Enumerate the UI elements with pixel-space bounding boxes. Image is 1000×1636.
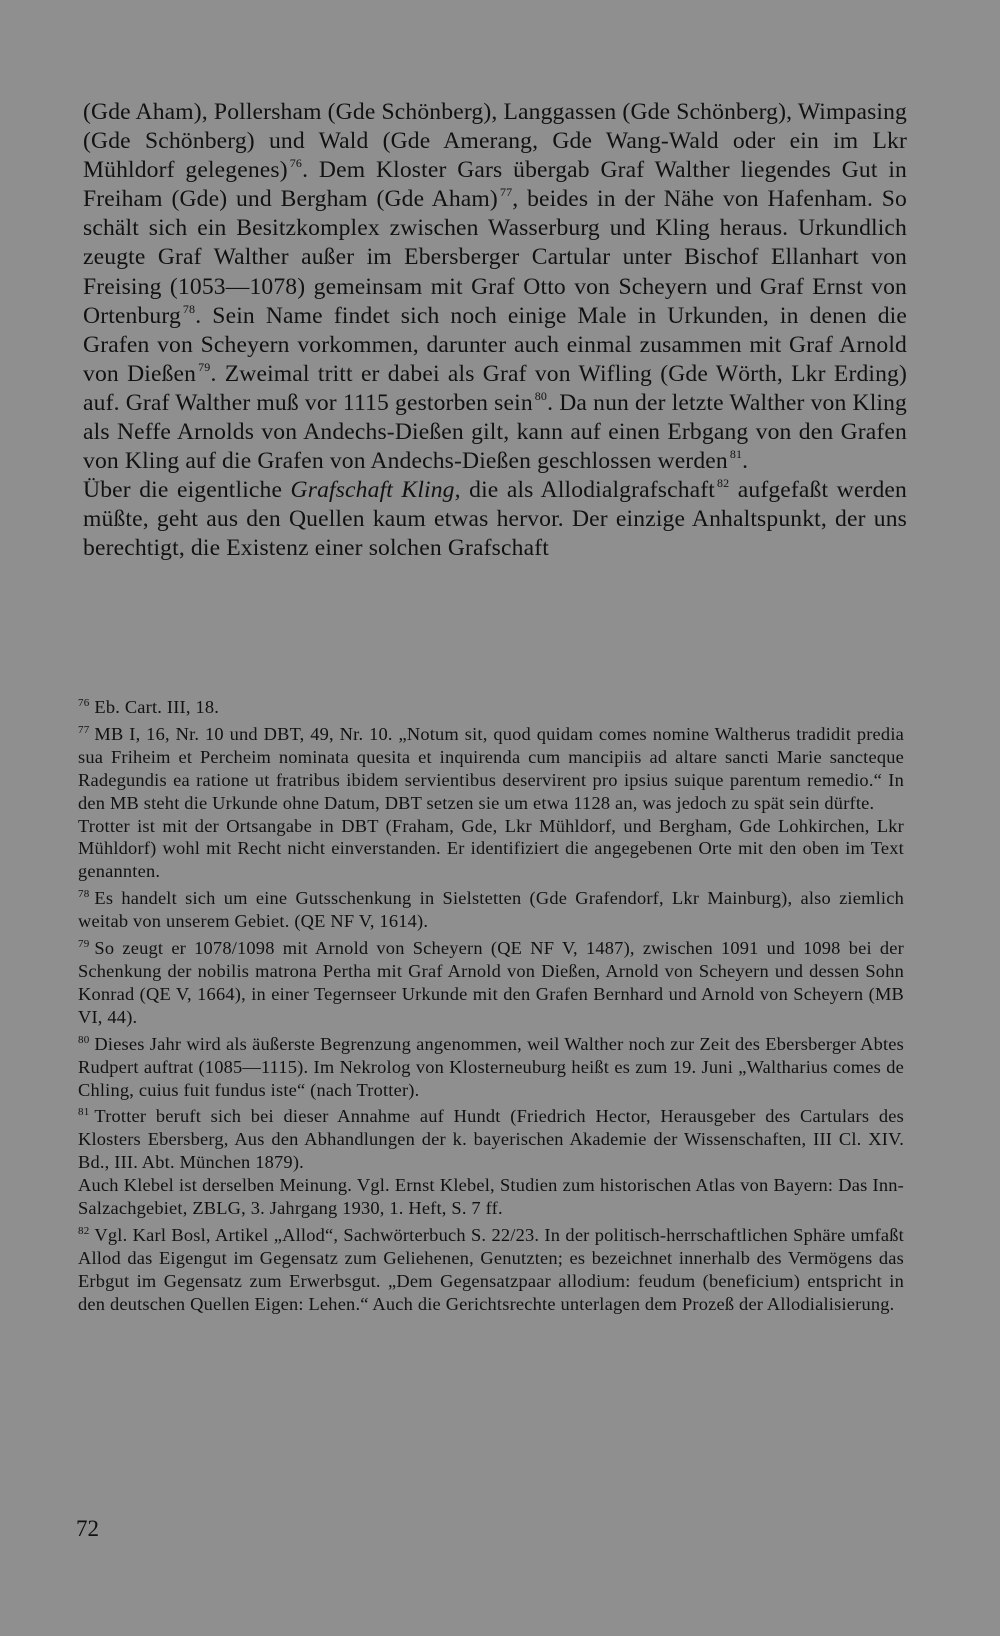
footnote-text: Dieses Jahr wird als äußerste Begrenzung angenommen, weil Walther noch zur Zeit des Ebersberger Abtes Rudpert auftrat (1085—1115). Im Nekrolog von Klosterneuburg heißt es zum 19. Juni „Waltharius comes de Chling, cuius fuit fundus iste“ (nach Trotter). <box>78 1033 904 1100</box>
text-run: die als Allodialgrafschaft <box>460 477 716 504</box>
text-run: . Sein Name findet sich noch einige Male in Urkunden, in denen die Grafen von Scheyern vorkommen, darunter auch einmal zusammen mit Graf Arnold von Dießen <box>83 302 907 387</box>
footnote-77-continued <box>78 815 904 884</box>
text-run: , beides in der Nähe von Hafenham. So schält sich ein Besitzkomplex zwischen Wasserburg und Kling heraus. Urkundlich zeugte Graf Walther außer im Ebersberger Cartular unter Bischof Ellanhart von Freising (1053—1078) gemeinsam mit Graf Otto von Scheyern und Graf Ernst von Ortenburg <box>83 186 908 329</box>
footnote-ref-77: 77 <box>499 185 513 200</box>
footnote-number: 78 <box>78 888 90 901</box>
footnote-number: 77 <box>78 723 90 736</box>
text-run: . Dem Kloster Gars übergab Graf Walther liegendes Gut in Freiham (Gde) und Bergham (Gde Aham) <box>83 157 907 213</box>
footnote-81 <box>78 1101 904 1174</box>
footnote-79 <box>78 933 904 1029</box>
footnote-ref-79: 79 <box>198 359 211 374</box>
text-run: (Gde Aham), Pollersham (Gde Schönberg), Langgassen (Gde Schönberg), Wimpasing (Gde Schönberg) und Wald (Gde Amerang, Gde Wang-Wald oder ein im Lkr Mühldorf gelegenes) <box>83 99 907 184</box>
footnote-number: 76 <box>78 697 90 709</box>
text-run: Über die eigentliche <box>83 477 291 504</box>
footnote-number: 82 <box>78 1224 90 1237</box>
footnote-ref-76: 76 <box>289 156 303 171</box>
footnote-ref-78: 78 <box>182 301 196 316</box>
footnote-number: 79 <box>78 938 90 951</box>
footnote-77 <box>78 719 904 815</box>
footnote-number: 81 <box>78 1106 90 1119</box>
paragraph-2 <box>83 476 907 563</box>
footnote-text: Eb. Cart. III, 18. <box>94 697 220 717</box>
footnote-82 <box>78 1220 904 1316</box>
paragraph-1 <box>83 98 907 476</box>
footnote-ref-82: 82 <box>717 476 730 491</box>
footnote-text: Vgl. Karl Bosl, Artikel „Allod“, Sachwörterbuch S. 22/23. In der politisch-herrschaftlichen Sphäre umfaßt Allod das Eigengut im Gegensatz zum Geliehenen, Genutzten; es bezeichnet innerhalb des Vermögens das Erbgut im Gegensatz zum Erwerbsgut. „Dem Gegensatzpaar allodium: feudum (beneficium) entspricht in den deutschen Quellen Eigen: Lehen.“ Auch die Gerichtsrechte unterlagen dem Prozeß der Allodialisierung. <box>78 1224 904 1314</box>
text-run: . Zweimal tritt er dabei als Graf von Wifling (Gde Wörth, Lkr Erding) auf. Graf Walther muß vor 1115 gestorben sein <box>83 360 908 416</box>
text-run: . Da nun der letzte Walther von Kling als Neffe Arnolds von Andechs-Dießen gilt, kann auf einen Erbgang von den Grafen von Kling auf die Grafen von Andechs-Dießen geschlossen werden <box>83 389 907 475</box>
page-number: 72 <box>76 1516 99 1541</box>
footnote-ref-80: 80 <box>534 388 548 403</box>
footnote-text: MB I, 16, Nr. 10 und DBT, 49, Nr. 10. „Notum sit, quod quidam comes nomine Waltherus tradidit predia sua Friheim et Percheim nominata quesita et inquirenda cum mancipiis ad altare sancti Marie sancteque Radegundis ea ratione ut fratribus ibidem servientibus deservirent pro ipsius suique parentum remedio.“ In den MB steht die Urkunde ohne Datum, DBT setzen sie um etwa 1128 an, was jedoch zu spät sein dürfte. <box>78 723 904 813</box>
footnote-text: Es handelt sich um eine Gutsschenkung in Sielstetten (Gde Grafendorf, Lkr Mainburg), also ziemlich weitab von unserem Gebiet. (QE NF V, 1614). <box>78 888 904 932</box>
emphasis-grafschaft-kling: Grafschaft Kling, <box>290 477 461 504</box>
footnote-ref-81: 81 <box>729 447 743 462</box>
footnote-80 <box>78 1029 904 1102</box>
footnote-number: 80 <box>78 1033 90 1046</box>
footnote-text: Auch Klebel ist derselben Meinung. Vgl. Ernst Klebel, Studien zum historischen Atlas von Bayern: Das Inn-Salzachgebiet, ZBLG, 3. Jahrgang 1930, 1. Heft, S. 7 ff. <box>78 1175 904 1219</box>
footnote-text: So zeugt er 1078/1098 mit Arnold von Scheyern (QE NF V, 1487), zwischen 1091 und 1098 bei der Schenkung der nobilis matrona Pertha mit Graf Arnold von Dießen, Arnold von Scheyern und dessen Sohn Konrad (QE V, 1664), in einer Tegernseer Urkunde mit den Grafen Bernhard und Arnold von Scheyern (MB VI, 44). <box>78 938 904 1027</box>
text-run: . <box>742 448 749 475</box>
footnote-78 <box>78 883 904 933</box>
footnotes <box>78 692 904 1316</box>
footnote-81-continued <box>78 1174 904 1220</box>
main-text <box>83 98 907 564</box>
text-run: aufgefaßt werden müßte, geht aus den Quellen kaum etwas hervor. Der einzige Anhaltspunkt, der uns berechtigt, die Existenz einer solchen Grafschaft <box>83 477 907 562</box>
footnote-text: Trotter beruft sich bei dieser Annahme auf Hundt (Friedrich Hector, Herausgeber des Cartulars des Klosters Ebersberg, Aus den Abhandlungen der k. bayerischen Akademie der Wissenschaften, III Cl. XIV. Bd., III. Abt. München 1879). <box>78 1106 904 1173</box>
footnote-76 <box>78 692 904 719</box>
footnote-text: Trotter ist mit der Ortsangabe in DBT (Fraham, Gde, Lkr Mühldorf, und Bergham, Gde Lohkirchen, Lkr Mühldorf) wohl mit Recht nicht einverstanden. Er identifiziert die angegebenen Orte mit den oben im Text genannten. <box>78 815 904 882</box>
